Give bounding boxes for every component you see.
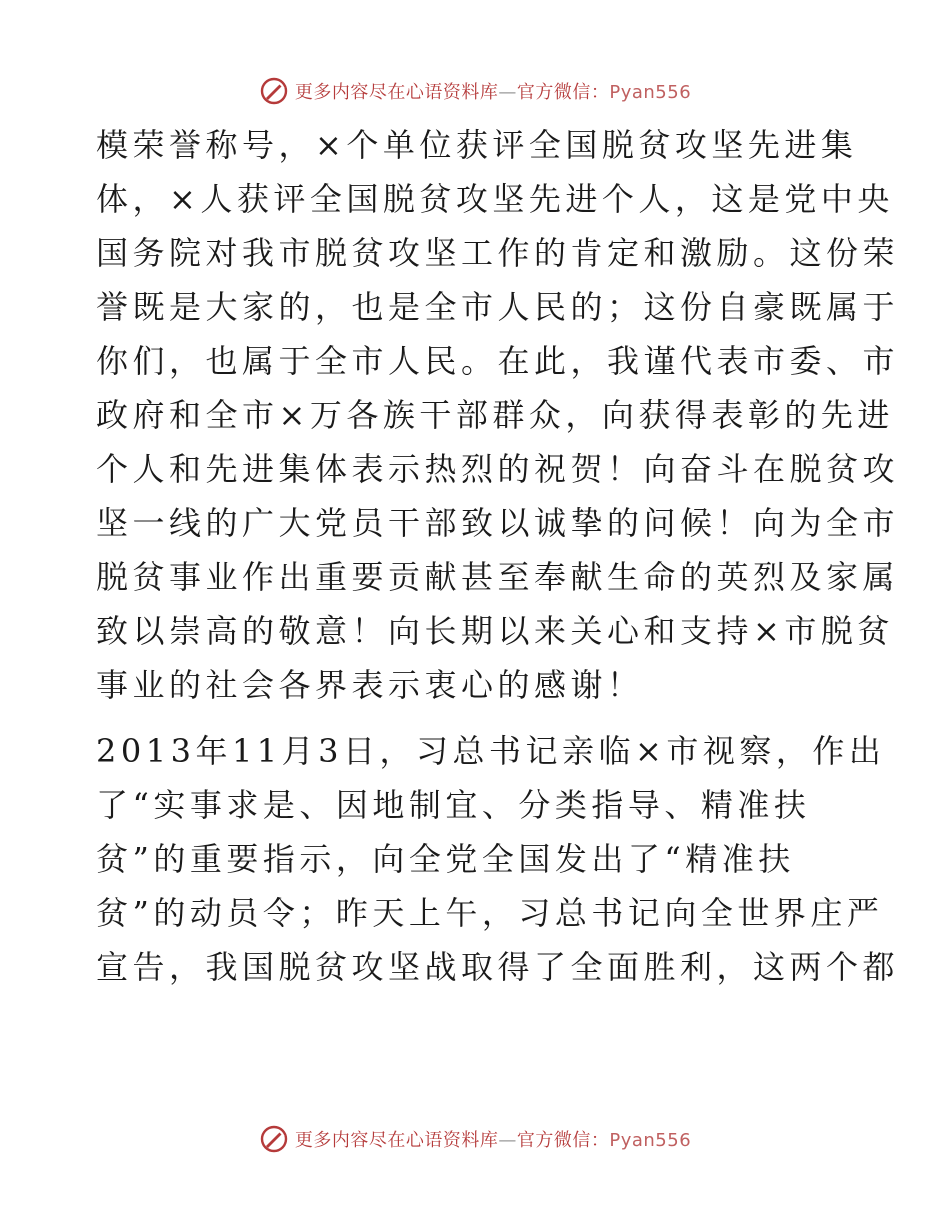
paragraph-2 — [96, 724, 900, 994]
watermark-separator: — — [498, 1130, 517, 1151]
watermark-account: Pyan556 — [609, 1130, 692, 1151]
watermark-channel: 官方微信： — [516, 82, 610, 103]
text-line: 模荣誉称号，×个单位获评全国脱贫攻坚先进集 — [96, 126, 858, 164]
text-line: 脱贫事业作出重要贡献甚至奉献生命的英烈及家属 — [96, 558, 900, 596]
text-line: 政府和全市×万各族干部群众，向获得表彰的先进 — [96, 396, 894, 434]
watermark-channel: 官方微信： — [516, 1130, 610, 1151]
paragraph-1 — [96, 118, 900, 712]
text-line: 事业的社会各界表示衷心的感谢！ — [96, 666, 644, 704]
text-line: 2013年11月3日，习总书记亲临×市视察，作出 — [96, 732, 886, 770]
text-line: 国务院对我市脱贫攻坚工作的肯定和激励。这份荣 — [96, 234, 900, 272]
watermark-separator: — — [498, 82, 517, 103]
quill-logo-icon — [259, 76, 289, 106]
watermark-brand: 更多内容尽在心语资料库 — [294, 82, 499, 103]
document-body — [96, 118, 900, 994]
watermark-text — [295, 78, 691, 104]
watermark-text — [295, 1126, 691, 1152]
text-line: 坚一线的广大党员干部致以诚挚的问候！向为全市 — [96, 504, 900, 542]
text-line: 致以崇高的敬意！向长期以来关心和支持×市脱贫 — [96, 612, 894, 650]
footer-watermark — [0, 1122, 950, 1156]
text-line: 你们，也属于全市人民。在此，我谨代表市委、市 — [96, 342, 900, 380]
text-line: 贫”的重要指示，向全党全国发出了“精准扶 — [96, 840, 795, 878]
quill-logo-icon — [259, 1124, 289, 1154]
text-line: 贫”的动员令；昨天上午，习总书记向全世界庄严 — [96, 894, 884, 932]
text-line: 体，×人获评全国脱贫攻坚先进个人，这是党中央 — [96, 180, 894, 218]
text-line: 个人和先进集体表示热烈的祝贺！向奋斗在脱贫攻 — [96, 450, 900, 488]
header-watermark — [0, 74, 950, 108]
text-line: 誉既是大家的，也是全市人民的；这份自豪既属于 — [96, 288, 900, 326]
text-line: 宣告，我国脱贫攻坚战取得了全面胜利，这两个都 — [96, 948, 900, 986]
watermark-account: Pyan556 — [609, 82, 692, 103]
watermark-brand: 更多内容尽在心语资料库 — [294, 1130, 499, 1151]
text-line: 了“实事求是、因地制宜、分类指导、精准扶 — [96, 786, 811, 824]
